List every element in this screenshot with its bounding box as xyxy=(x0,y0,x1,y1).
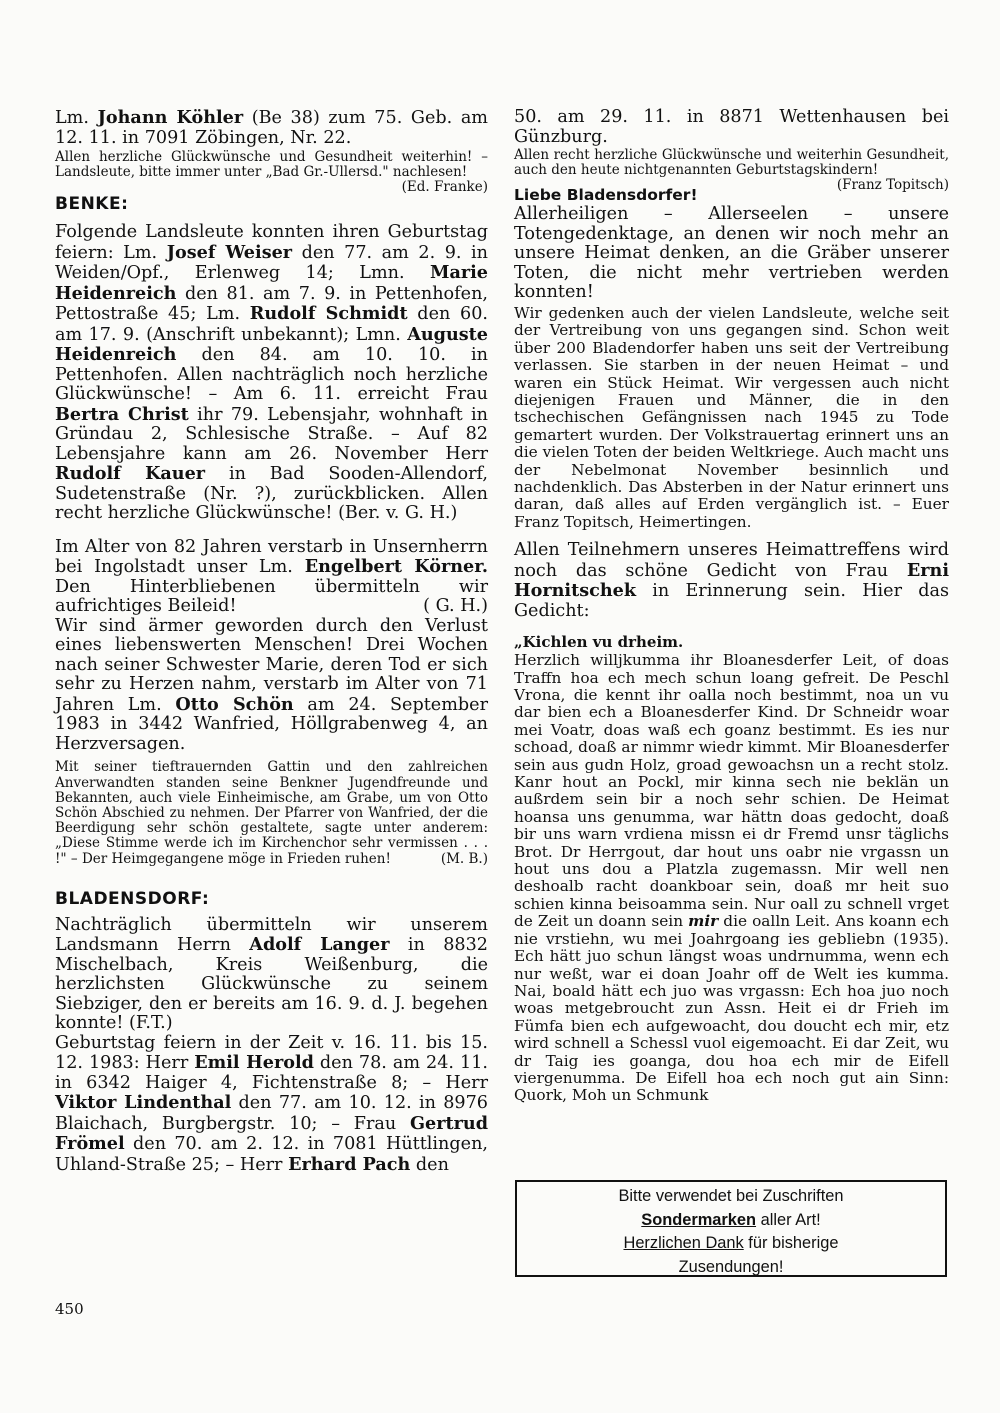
poem-text: Herzlich willjkumma ihr Bloanesderfer Leit, of doas Traffn hoa ech mech schun loang gefreit. De Peschl Vrona, die kennt ihr oalla noch bestimmt, noa un vu dar bien ech a Bloanesderfer Kind. Dr Schneidr woar mei Voatr, doas waß ech goanz bestimmt. Es ies nur schoad, doaß ar nimmr wiedr kimmt. Mir Bloanesderfer sein aus gudn Holz, groad gewoachsn un a recht stolz. Kanr hout an Pockl, mir kinna sech nie beklän un außrdem sein bir a noch sehr schien. De Heimat hoansa uns genumma, war hättn doas gedocht, doaß bir uns warn vrdiena missn ei dr Fremd unsr täglichs Brot. Dr Herrgout, dar hout uns oabr nie vrgassn un hout uns dou a Platzla zugemassn. Mir well nen deshoalb racht doankboar sein, doaß mr heit suo schien kinna beisoamma sein. Nur oall zu schnell vrget de Zeit un doann sein mir die oalln Leit. Ans koann ech nie vrstiehn, wu mei Joahrgoang ies gebliebn (1935). Ech hätt juo schun längst woas undrnumma, wenn ech nur weßt, war ei doan Joahr off de Welt ies kumma. Nai, boald hätt ech juo was vrgassn: Ech hoa juo noch woas metgebroucht zun Assn. Heit ei dr Frieh im Fümfa bien ech aufgewoacht, dou doucht ech mir, etz wird schnell a Schessl vuol eigemoacht. Ei dar Zeit, wu dr Taig ies goanga, dou hoa ech mir de Eifell viergenumma. De Eifell hoa ech noch gut ain Sinn: Quork, Moh un Schmunk xyxy=(514,651,950,1105)
obituary-schoen-details: Mit seiner tieftrauernden Gattin und den zahlreichen Anverwandten standen seine Benkner Jugendfreunde und Bekannten, auch viele Einheimische, am Grabe, um von Otto Schön Abschied zu nehmen. Der Pfarrer von Wanfried, der die Beerdigung sehr schön gestaltete, sagte unter anderem: „Diese Stimme werde ich im Kirchenchor sehr vermissen . . . !" – Der Heimgegangene möge in Frieden ruhen! (M. B.) xyxy=(55,759,488,867)
right-column xyxy=(514,108,949,1105)
person-name: Johann Köhler xyxy=(97,107,244,128)
left-column xyxy=(55,108,488,1175)
poem-intro: Allen Teilnehmern unseres Heimattreffens wird noch das schöne Gedicht von Frau Erni Hornitschek in Erinnerung sein. Hier das Gedicht: xyxy=(514,540,949,621)
person-name: Rudolf Schmidt xyxy=(249,303,408,325)
memorial-intro: Allerheiligen – Allerseelen – unsere Totengedenktage, an denen wir noch mehr an unsere Heimat denken, an die Gräber unserer Toten, die nicht mehr vertrieben werden konnten! xyxy=(514,204,949,303)
person-name: Viktor Lindenthal xyxy=(55,1092,232,1114)
notice-line: Bitte verwendet bei Zuschriften xyxy=(618,1187,844,1205)
person-name: Erni Hornitschek xyxy=(514,559,949,602)
person-name: Auguste Heidenreich xyxy=(55,323,488,366)
person-name: Engelbert Körner. xyxy=(304,556,488,578)
bladensdorf-birthdays: Geburtstag feiern in der Zeit v. 16. 11. bis 15. 12. 1983: Herr Emil Herold den 78. am 24. 11. in 6342 Haiger 4, Fichtenstraße 8; – Herr Viktor Lindenthal den 77. am 10. 12. in 8976 Blaichach, Burgbergstr. 10; – Frau Gertrud Frömel den 70. am 2. 12. in 7081 Hüttlingen, Uhland-Straße 25; – Herr Erhard Pach den xyxy=(55,1032,488,1175)
section-heading-bladensdorf: BLADENSDORF: xyxy=(55,888,210,909)
signature: (Franz Topitsch) xyxy=(836,177,949,194)
birthday-continuation: 50. am 29. 11. in 8871 Wettenhausen bei Günzburg. xyxy=(514,107,949,147)
notice-line: Herzlichen Dank für bisherige xyxy=(623,1234,839,1252)
person-name: Bertra Christ xyxy=(55,403,189,425)
section-heading-liebe-bladensdorfer: Liebe Bladensdorfer! xyxy=(514,186,698,205)
person-name: Rudolf Kauer xyxy=(55,463,206,485)
person-name: Otto Schön xyxy=(175,693,294,715)
person-name: Marie Heidenreich xyxy=(55,262,488,304)
poem-title: „Kichlen vu drheim. xyxy=(514,633,684,652)
bladensdorf-langer: Nachträglich übermitteln wir unserem Landsmann Herrn Adolf Langer in 8832 Mischelbach, Kreis Weißenburg, die herzlichsten Glückwünsche zu seinem Siebziger, den er bereits am 16. 9. d. J. begehen konnte! (F.T.) xyxy=(55,914,488,1034)
signature: ( G. H.) xyxy=(423,596,488,617)
greeting-note: Allen recht herzliche Glückwünsche und weiterhin Gesundheit, auch den heute nichtgenannten Geburtstagskindern! (Franz Topitsch) xyxy=(514,147,949,194)
benke-birthdays: Folgende Landsleute konnten ihren Geburtstag feiern: Lm. Josef Weiser den 77. am 2. 9. in Weiden/Opf., Erlenweg 14; Lmn. Marie Heidenreich den 81. am 7. 9. in Pettenhofen, Pettostraße 45; Lm. Rudolf Schmidt den 60. am 17. 9. (Anschrift unbekannt); Lmn. Auguste Heidenreich den 84. am 10. 10. in Pettenhofen. Allen nachträglich noch herzliche Glückwünsche! – Am 6. 11. erreicht Frau Bertra Christ ihr 79. Lebensjahr, wohnhaft in Gründau 2, Schlesische Straße. – Auf 82 Lebensjahre kann am 26. November Herr Rudolf Kauer in Bad Sooden-Allendorf, Sudetenstraße (Nr. ?), zurückblicken. Allen recht herzliche Glückwünsche! (Ber. v. G. H.) xyxy=(55,222,489,524)
obituary-koerner: Im Alter von 82 Jahren verstarb in Unsernherrn bei Ingolstadt unser Lm. Engelbert Körner. Den Hinterbliebenen übermitteln wir aufrichtiges Beileid! ( G. H.) xyxy=(55,536,488,617)
emphasis: mir xyxy=(688,912,719,931)
birthday-note-koehler: Lm. Johann Köhler (Be 38) zum 75. Geb. am 12. 11. in 7091 Zöbingen, Nr. 22. xyxy=(55,107,488,148)
memorial-text: Wir gedenken auch der vielen Landsleute, welche seit der Vertreibung von uns gegangen sind. Schon weit über 200 Bladendorfer haben uns seit der Vertreibung verlassen. Sie starben in der neuen Heimat – und waren ein Stück Heimat. Wir vergessen auch nicht diejenigen Frauen und Männer, die in den tschechischen Gefängnissen nach 1945 zu Tode gemartert wurden. Der Volkstrauertag erinnert uns an die vielen Toten der beiden Weltkriege. Auch macht uns der Nebelmonat November besinnlich und nachdenklich. Das Absterben in der Natur erinnert uns daran, daß alles auf Erden vergänglich ist. – Euer Franz Topitsch, Heimertingen. xyxy=(514,303,949,531)
greeting-note: Allen herzliche Glückwünsche und Gesundheit weiterhin! – Landsleute, bitte immer unter „Bad Gr.-Ullersd." nachlesen! (Ed. Franke) xyxy=(55,149,488,196)
signature: (Ed. Franke) xyxy=(401,179,488,196)
person-name: Josef Weiser xyxy=(166,241,293,263)
section-heading-benke: BENKE: xyxy=(55,194,129,215)
person-name: Adolf Langer xyxy=(249,934,390,956)
page-number: 450 xyxy=(55,1300,84,1318)
stamps-notice-box xyxy=(515,1180,947,1277)
notice-line: Zusendungen! xyxy=(678,1257,784,1276)
person-name: Gertrud Frömel xyxy=(55,1112,488,1155)
signature: (M. B.) xyxy=(440,850,488,867)
obituary-schoen: Wir sind ärmer geworden durch den Verlust eines liebenswerten Menschen! Drei Wochen nach seiner Schwester Marie, deren Tod er sich sehr zu Herzen nahm, verstarb im Alter von 71 Jahren Lm. Otto Schön am 24. September 1983 in 3442 Wanfried, Höllgrabenweg 4, an Herzversagen. xyxy=(55,615,488,754)
notice-line: Sondermarken aller Art! xyxy=(641,1210,821,1229)
person-name: Emil Herold xyxy=(194,1052,314,1074)
person-name: Erhard Pach xyxy=(288,1153,411,1175)
